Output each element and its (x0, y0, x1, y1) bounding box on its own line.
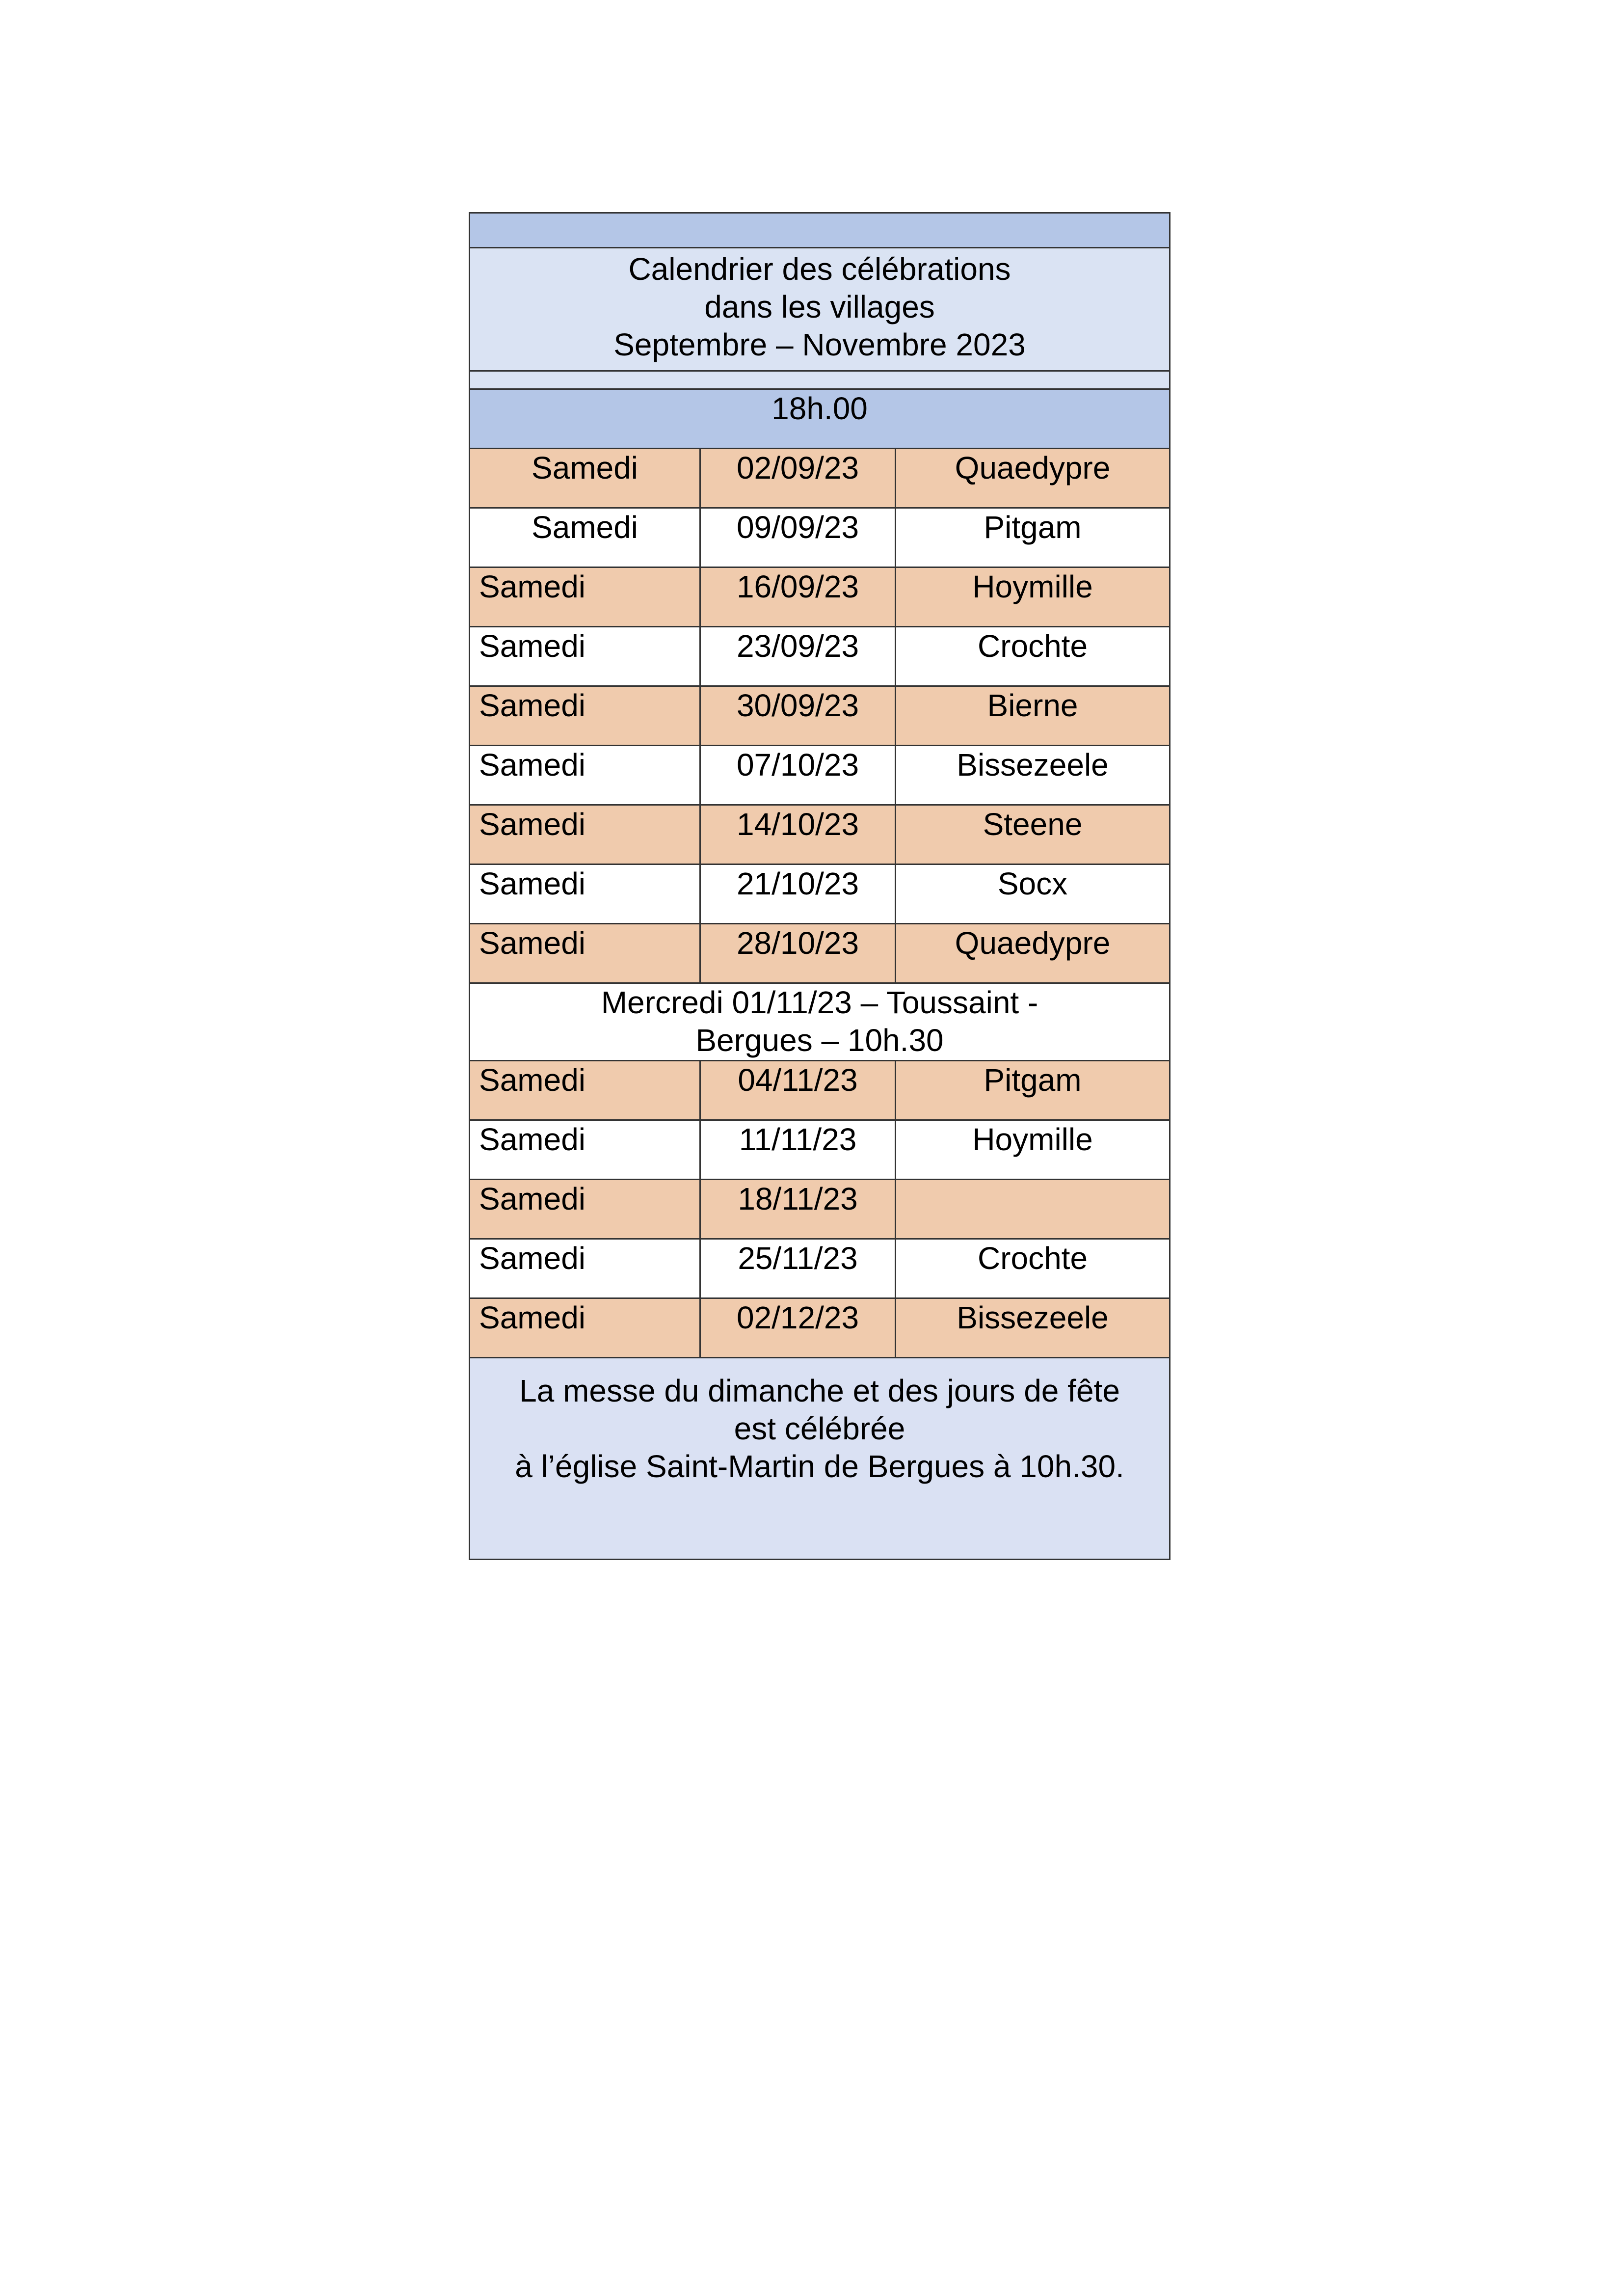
title-row (470, 248, 1170, 371)
table-row (470, 567, 1170, 627)
title-line-3: Septembre – Novembre 2023 (613, 327, 1026, 362)
place-cell: Quaedypre (896, 924, 1170, 983)
top-strip-cell (470, 213, 1170, 248)
day-cell: Samedi (470, 449, 700, 508)
date-cell: 23/09/23 (700, 627, 896, 686)
table-row (470, 449, 1170, 508)
place-cell: Pitgam (896, 508, 1170, 567)
date-cell: 18/11/23 (700, 1180, 896, 1239)
footer-line-2: est célébrée (734, 1411, 905, 1446)
footer-row (470, 1358, 1170, 1560)
place-cell: Bissezeele (896, 746, 1170, 805)
place-cell: Crochte (896, 627, 1170, 686)
time-header-row (470, 389, 1170, 449)
place-cell: Socx (896, 864, 1170, 924)
date-cell: 02/09/23 (700, 449, 896, 508)
holiday-line-2: Bergues – 10h.30 (695, 1023, 944, 1058)
place-cell: Crochte (896, 1239, 1170, 1298)
time-header: 18h.00 (470, 389, 1170, 449)
table-row (470, 746, 1170, 805)
place-cell: Steene (896, 805, 1170, 864)
calendar-body (470, 213, 1170, 1560)
top-blue-strip (470, 213, 1170, 248)
footer-line-3: à l’église Saint-Martin de Bergues à 10h.30. (515, 1449, 1124, 1484)
day-cell: Samedi (470, 864, 700, 924)
date-cell: 28/10/23 (700, 924, 896, 983)
table-row (470, 686, 1170, 746)
celebration-calendar-table (469, 212, 1171, 1560)
date-cell: 16/09/23 (700, 567, 896, 627)
place-cell: Pitgam (896, 1061, 1170, 1120)
holiday-cell (470, 983, 1170, 1061)
day-cell: Samedi (470, 1180, 700, 1239)
day-cell: Samedi (470, 1298, 700, 1358)
day-cell: Samedi (470, 508, 700, 567)
place-cell: Quaedypre (896, 449, 1170, 508)
date-cell: 11/11/23 (700, 1120, 896, 1180)
thin-separator-cell (470, 371, 1170, 389)
day-cell: Samedi (470, 746, 700, 805)
date-cell: 04/11/23 (700, 1061, 896, 1120)
day-cell: Samedi (470, 1061, 700, 1120)
holiday-row (470, 983, 1170, 1061)
day-cell: Samedi (470, 805, 700, 864)
place-cell: Hoymille (896, 567, 1170, 627)
day-cell: Samedi (470, 686, 700, 746)
date-cell: 07/10/23 (700, 746, 896, 805)
title-line-1: Calendrier des célébrations (628, 251, 1011, 287)
table-row (470, 1120, 1170, 1180)
day-cell: Samedi (470, 627, 700, 686)
table-row (470, 1298, 1170, 1358)
table-row (470, 627, 1170, 686)
date-cell: 14/10/23 (700, 805, 896, 864)
footer-note-cell (470, 1358, 1170, 1560)
day-cell: Samedi (470, 1120, 700, 1180)
title-cell (470, 248, 1170, 371)
date-cell: 30/09/23 (700, 686, 896, 746)
holiday-line-1: Mercredi 01/11/23 – Toussaint - (601, 985, 1038, 1020)
day-cell: Samedi (470, 1239, 700, 1298)
place-cell: Bierne (896, 686, 1170, 746)
place-cell: Bissezeele (896, 1298, 1170, 1358)
place-cell: Hoymille (896, 1120, 1170, 1180)
title-line-2: dans les villages (704, 289, 935, 324)
date-cell: 02/12/23 (700, 1298, 896, 1358)
table-row (470, 805, 1170, 864)
table-row (470, 1180, 1170, 1239)
footer-line-1: La messe du dimanche et des jours de fête (519, 1373, 1120, 1408)
table-row (470, 864, 1170, 924)
table-row (470, 1239, 1170, 1298)
table-row (470, 508, 1170, 567)
place-cell (896, 1180, 1170, 1239)
date-cell: 21/10/23 (700, 864, 896, 924)
date-cell: 25/11/23 (700, 1239, 896, 1298)
table-row (470, 1061, 1170, 1120)
thin-separator-row (470, 371, 1170, 389)
day-cell: Samedi (470, 567, 700, 627)
table-row (470, 924, 1170, 983)
day-cell: Samedi (470, 924, 700, 983)
date-cell: 09/09/23 (700, 508, 896, 567)
